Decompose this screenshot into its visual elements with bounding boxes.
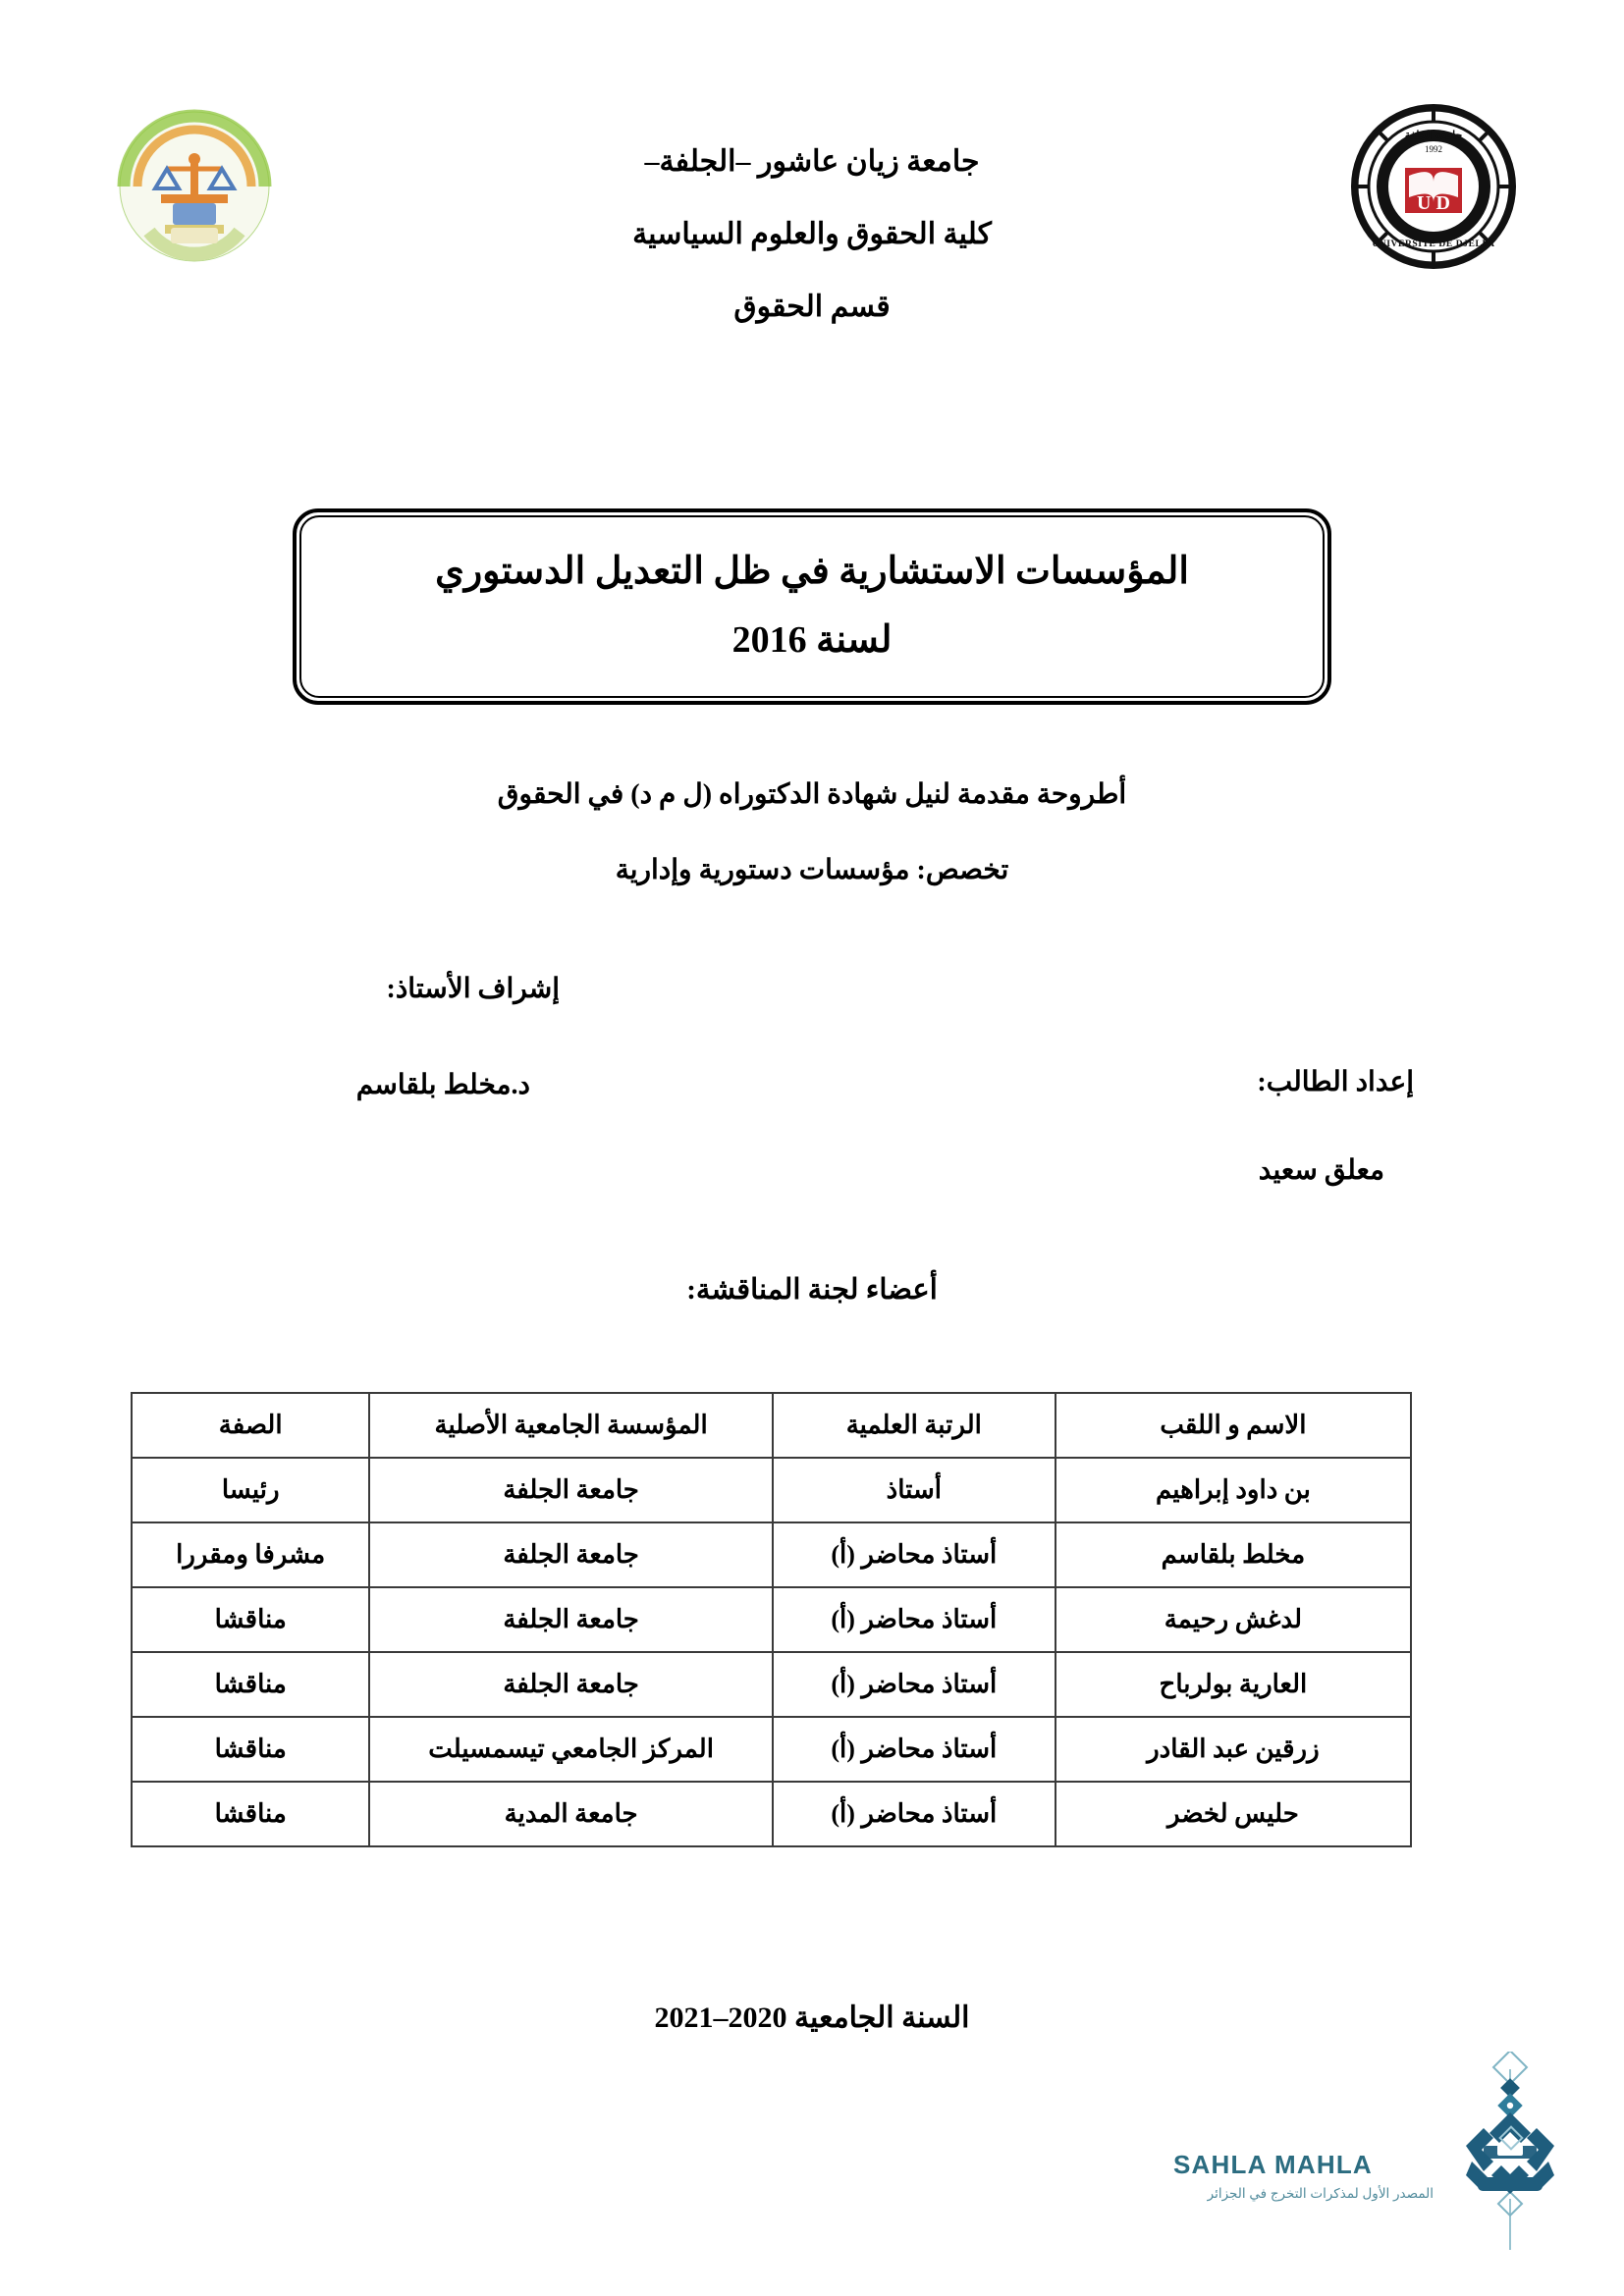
table-row: [132, 1782, 1411, 1846]
supervisor-name: د.مخلط بلقاسم: [355, 1070, 530, 1100]
thesis-title-box: [293, 508, 1331, 705]
committee-heading: أعضاء لجنة المناقشة:: [686, 1274, 938, 1306]
degree-info: [0, 780, 1624, 932]
cell-rank: أستاذ: [773, 1458, 1056, 1522]
watermark-calligraphy-icon: [1436, 2052, 1584, 2263]
cell-rank: أستاذ محاضر (أ): [773, 1652, 1056, 1717]
svg-text:جامعة الجلفة: جامعة الجلفة: [1404, 130, 1463, 141]
svg-text:1992: 1992: [1425, 144, 1442, 154]
cell-name: حليس لخضر: [1056, 1782, 1411, 1846]
cell-name: زرقين عبد القادر: [1056, 1717, 1411, 1782]
cell-name: مخلط بلقاسم: [1056, 1522, 1411, 1587]
cell-role: رئيسا: [132, 1458, 369, 1522]
cell-rank: أستاذ محاضر (أ): [773, 1587, 1056, 1652]
svg-text:U D: U D: [1417, 192, 1450, 214]
cell-role: مناقشا: [132, 1782, 369, 1846]
cell-name: بن داود إبراهيم: [1056, 1458, 1411, 1522]
column-header-name: الاسم و اللقب: [1056, 1393, 1411, 1458]
cell-role: مناقشا: [132, 1652, 369, 1717]
svg-text:UNIVERSITÉ DE DJELFA: UNIVERSITÉ DE DJELFA: [1372, 240, 1495, 249]
thesis-title-line-2: لسنة 2016: [731, 619, 893, 661]
table-row: [132, 1652, 1411, 1717]
cell-name: لدغش رحيمة: [1056, 1587, 1411, 1652]
column-header-rank: الرتبة العلمية: [773, 1393, 1056, 1458]
university-name: جامعة زيان عاشور –الجلفة–: [644, 145, 980, 178]
title-box-inner-border: [299, 515, 1325, 698]
cell-rank: أستاذ محاضر (أ): [773, 1522, 1056, 1587]
cell-institution: جامعة الجلفة: [369, 1652, 772, 1717]
degree-statement: أطروحة مقدمة لنيل شهادة الدكتوراه (ل م د) في الحقوق: [497, 779, 1127, 810]
cell-rank: أستاذ محاضر (أ): [773, 1717, 1056, 1782]
table-row: [132, 1458, 1411, 1522]
table-row: [132, 1717, 1411, 1782]
cell-role: مناقشا: [132, 1717, 369, 1782]
watermark-tagline: المصدر الأول لمذكرات التخرج في الجزائر: [1207, 2186, 1434, 2201]
cell-rank: أستاذ محاضر (أ): [773, 1782, 1056, 1846]
thesis-title-line-1: المؤسسات الاستشارية في ظل التعديل الدستوري: [435, 551, 1189, 593]
table-row: [132, 1522, 1411, 1587]
institution-header: [0, 147, 1624, 402]
table-row: [132, 1587, 1411, 1652]
watermark-brand: SAHLA MAHLA: [1173, 2150, 1373, 2179]
cell-institution: جامعة المدية: [369, 1782, 772, 1846]
specialty-statement: تخصص: مؤسسات دستورية وإدارية: [615, 854, 1009, 885]
cell-institution: جامعة الجلفة: [369, 1458, 772, 1522]
student-name: معلق سعيد: [1258, 1155, 1384, 1186]
sahla-mahla-watermark: [1173, 2056, 1586, 2268]
watermark-text-block: [1173, 2150, 1434, 2202]
cell-role: مناقشا: [132, 1587, 369, 1652]
supervisor-label: [0, 972, 560, 1005]
department-name: قسم الحقوق: [733, 291, 891, 323]
jury-table: [131, 1392, 1412, 1847]
table-header-row: [132, 1393, 1411, 1458]
faculty-name: كلية الحقوق والعلوم السياسية: [632, 218, 992, 250]
supervisor-label-text: إشراف الأستاذ:: [386, 974, 560, 1004]
cell-institution: جامعة الجلفة: [369, 1522, 772, 1587]
cell-role: مشرفا ومقررا: [132, 1522, 369, 1587]
academic-year: السنة الجامعية 2020–2021: [654, 2002, 970, 2034]
cell-institution: جامعة الجلفة: [369, 1587, 772, 1652]
cell-name: العارية بولرباح: [1056, 1652, 1411, 1717]
student-label: إعداد الطالب:: [1257, 1067, 1414, 1097]
cell-institution: المركز الجامعي تيسمسيلت: [369, 1717, 772, 1782]
column-header-institution: المؤسسة الجامعية الأصلية: [369, 1393, 772, 1458]
column-header-role: الصفة: [132, 1393, 369, 1458]
